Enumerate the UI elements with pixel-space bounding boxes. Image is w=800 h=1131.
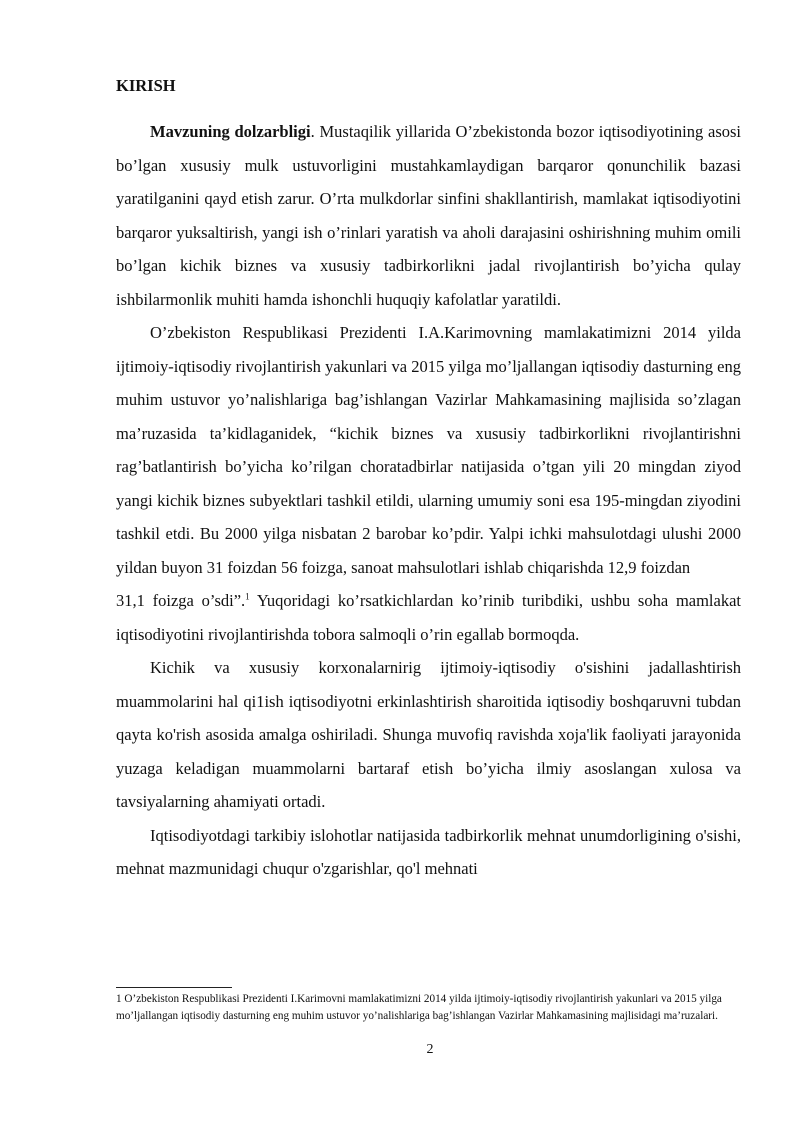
paragraph-structural-reforms: Iqtisodiyotdagi tarkibiy islohotlar natijasida tadbirkorlik mehnat unumdorligining o'sishi, mehnat mazmunidagi chuqur o'zgarishlar, qo'l mehnati	[116, 825, 741, 878]
paragraph-president-quote: O’zbekiston Respublikasi Prezidenti I.A.Karimovning mamlakatimizni 2014 yilda ijtimoiy-iqtisodiy rivojlantirish yakunlari va 2015 yilga mo’ljallangan iqtisodiy dasturning eng muhim ustuvor yo’nalishlariga bag’ishlangan Vazirlar Mahkamasining majlisida so’zlagan ma’ruzasida ta’kidlaganidek, “kichik biznes va xususiy tadbirkorlikni rivojlantirishni rag’batlantirish bo’yicha ko’rilgan choratadbirlar natijasida o’tgan yili 20 mingdan ziyod yangi kichik biznes subyektlari tashkil etildi, ularning umumiy soni esa 195-mingdan ziyodini tashkil etdi. Bu 2000 yilga nisbatan 2 barobar ko’pdir. Yalpi ichki mahsulotdagi ulushi 2000 yildan buyon 31 foizdan 56 foizga, sanoat mahsulotlari ishlab chiqarishda 12,9 foizdan	[116, 323, 741, 577]
body-text	[116, 115, 741, 886]
footnote-divider	[116, 987, 232, 988]
paragraph-text: Yuqoridagi ko’rsatkichlardan ko’rinib turibdiki, ushbu soha mamlakat iqtisodiyotini rivojlantirishda tobora salmoqli o’rin egallab bormoqda.	[116, 591, 741, 644]
paragraph-text: . Mustaqilik yillarida O’zbekistonda bozor iqtisodiyotining asosi bo’lgan xususiy mulk ustuvorligini mustahkamlaydigan barqaror qonunchilik bazasi yaratilganini qayd etish zarur. O’rta mulkdorlar sinfini shakllantirish, mamlakat iqtisodiyotini barqaror yuksaltirish, yangi ish o’rinlari yaratish va aholi darajasini oshirishning muhim omili bo’lgan kichik biznes va xususiy tadbirkorlikni jadal rivojlantirish bo’yicha qulay ishbilarmonlik muhiti hamda ishonchli huquqiy kafolatlar yaratildi.	[116, 122, 742, 309]
paragraph-relevance	[116, 115, 741, 316]
paragraph-quote-continuation	[116, 584, 741, 651]
page-number: 2	[426, 1042, 434, 1057]
footnote: 1 O’zbekiston Respublikasi Prezidenti I.Karimovni mamlakatimizni 2014 yilda ijtimoiy-iqtisodiy rivojlantirish yakunlari va 2015 yilga mo’ljallangan iqtisodiy dasturning eng muhim ustuvor yo’nalishlariga bag’ishlangan Vazirlar Mahkamasining majlisidagi ma’ruzalari.	[116, 993, 722, 1022]
paragraph-lead: Mavzuning dolzarbligi	[150, 122, 311, 141]
section-heading: KIRISH	[116, 76, 176, 95]
footnote-reference[interactable]: 1	[245, 591, 250, 602]
paragraph-text: 31,1 foizga o’sdi”.	[116, 591, 246, 610]
paragraph-small-business: Kichik va xususiy korxonalarnirig ijtimoiy-iqtisodiy o'sishini jadallashtirish muammolarini hal qi1ish iqtisodiyotni erkinlashtirish sharoitida iqtisodiy boshqaruvni tubdan qayta ko'rish asosida amalga oshiriladi. Shunga muvofiq ravishda xoja'lik faoliyati jarayonida yuzaga keladigan muammolarni bartaraf etish bo’yicha ilmiy asoslangan xulosa va tavsiyalarning ahamiyati ortadi.	[116, 658, 741, 811]
